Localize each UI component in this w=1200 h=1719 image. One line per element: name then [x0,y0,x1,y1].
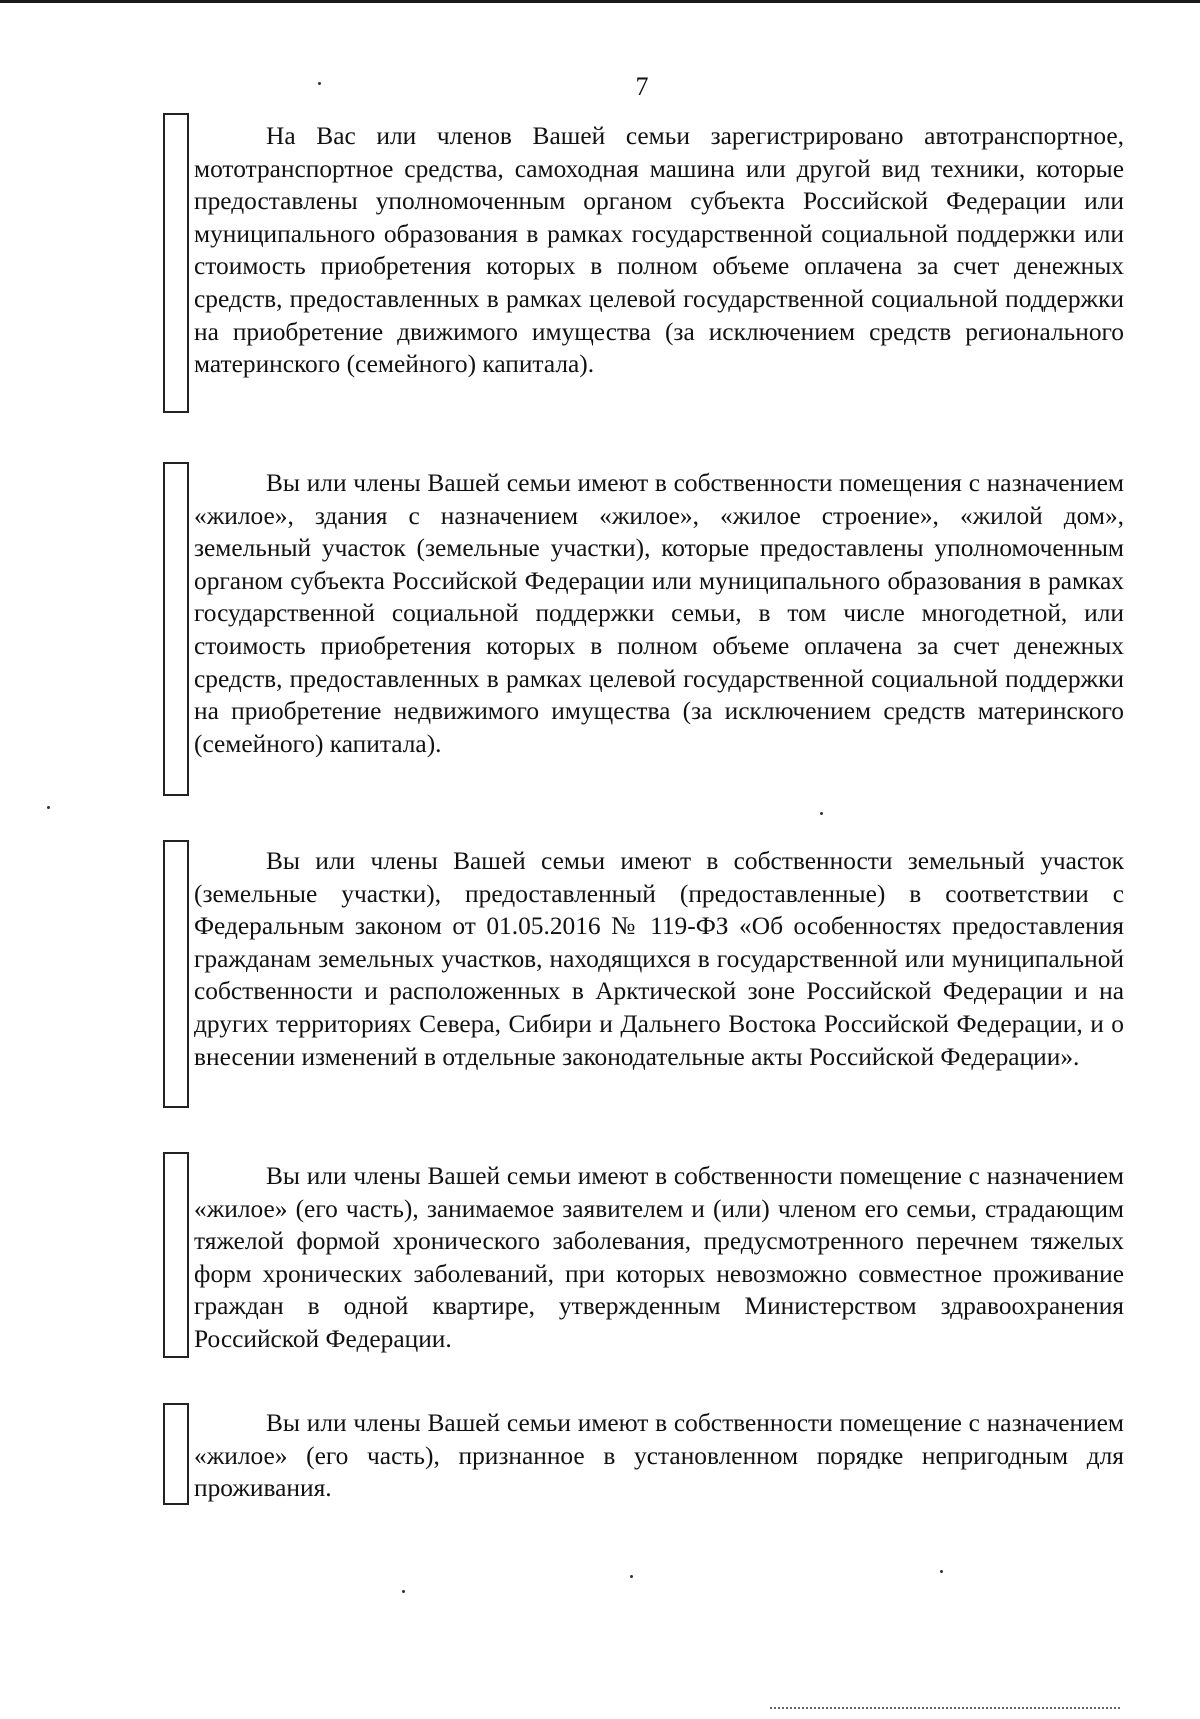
statement-text: Вы или члены Вашей семьи имеют в собственности помещение с назначением «жилое» (его часть), занимаемое заявителем и (или) членом его семьи, страдающим тяжелой формой хронического заболевания, предусмотренного перечнем тяжелых форм хронических заболеваний, при которых невозможно совместное проживание граждан в одной квартире, утвержденным Министерством здравоохранения Российской Федерации. [194,1162,1124,1353]
scan-top-edge [0,0,1200,3]
statement-chronic-illness [194,1160,1124,1356]
scan-dotted-line [770,1707,1120,1709]
scan-speck [318,82,321,85]
statement-text: На Вас или членов Вашей семьи зарегистрировано автотранспортное, мототранспортное средства, самоходная машина или другой вид техники, которые предоставлены уполномоченным органом субъекта Российской Федерации или муниципального образования в рамках государственной социальной поддержки или стоимость приобретения которых в полном объеме оплачена за счет денежных средств, предоставленных в рамках целевой государственной социальной поддержки на приобретение движимого имущества (за исключением средств регионального материнского (семейного) капитала). [194,122,1124,379]
page-number: 7 [635,72,649,101]
checkbox-residential-premises[interactable] [163,462,189,796]
scan-speck [47,806,50,809]
checkbox-chronic-illness[interactable] [163,1152,189,1358]
statement-vehicles [194,120,1124,381]
statement-land-plot-119fz [194,845,1124,1073]
scan-speck [402,1590,405,1593]
statement-text: Вы или члены Вашей семьи имеют в собственности помещения с назначением «жилое», здания с назначением «жилое», «жилое строение», «жилой дом», земельный участок (земельные участки), которые предоставлены уполномоченным органом субъекта Российской Федерации или муниципального образования в рамках государственной социальной поддержки семьи, в том числе многодетной, или стоимость приобретения которых в полном объеме оплачена за счет денежных средств, предоставленных в рамках целевой государственной социальной поддержки на приобретение недвижимого имущества (за исключением средств материнского (семейного) капитала). [194,469,1124,758]
statement-text: Вы или члены Вашей семьи имеют в собственности помещение с назначением «жилое» (его часть), признанное в установленном порядке непригодным для проживания. [194,1409,1124,1503]
statement-text: Вы или члены Вашей семьи имеют в собственности земельный участок (земельные участки), предоставленный (предоставленные) в соответствии с Федеральным законом от 01.05.2016 № 119-ФЗ «Об особенностях предоставления гражданам земельных участков, находящихся в государственной или муниципальной собственности и расположенных в Арктической зоне Российской Федерации и на других территориях Севера, Сибири и Дальнего Востока Российской Федерации, и о внесении изменений в отдельные законодательные акты Российской Федерации». [194,847,1124,1071]
statement-residential-premises [194,467,1124,760]
scan-speck [820,812,823,815]
checkbox-unfit-for-living[interactable] [163,1403,189,1505]
statement-unfit-for-living [194,1407,1124,1505]
checkbox-vehicles[interactable] [163,113,189,413]
checkbox-land-plot-119fz[interactable] [163,840,189,1108]
scan-speck [630,1575,633,1578]
scan-speck [940,1570,943,1573]
